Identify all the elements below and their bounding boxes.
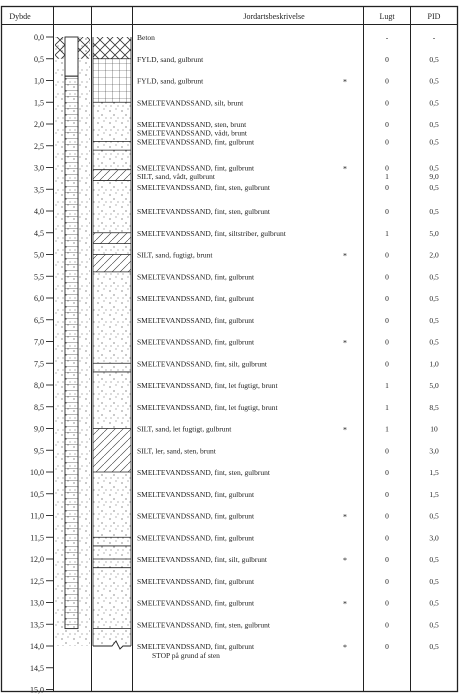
sample-marker: * xyxy=(343,338,347,348)
stratum-silt xyxy=(93,429,131,473)
smell-value: 0 xyxy=(385,576,389,586)
smell-value: 0 xyxy=(385,163,389,173)
smell-value: 0 xyxy=(385,315,389,325)
smell-value: 0 xyxy=(385,272,389,282)
smell-value: 0 xyxy=(385,359,389,369)
pid-value: 0,5 xyxy=(429,98,439,108)
description-text: SMELTEVANDSSAND, silt, brunt xyxy=(137,98,244,108)
pid-value: 0,5 xyxy=(429,294,439,303)
description-text: SILT, sand, fugtigt, brunt xyxy=(137,250,213,260)
smell-value: 0 xyxy=(385,446,389,456)
pid-value: 0,5 xyxy=(429,555,439,564)
stratum-fill-x xyxy=(93,37,131,59)
depth-tick-label: 8,0 xyxy=(34,381,44,390)
stratum-fill-grid xyxy=(93,59,131,103)
depth-tick-label: 4,0 xyxy=(34,207,44,216)
stratum-silt xyxy=(93,233,131,244)
depth-tick-label: 4,5 xyxy=(34,228,44,238)
smell-value: 1 xyxy=(385,228,389,238)
depth-tick-label: 13,0 xyxy=(30,598,44,608)
depth-tick-label: 1,0 xyxy=(34,76,44,86)
depth-tick-label: 1,5 xyxy=(34,98,44,108)
smell-value: 0 xyxy=(385,250,389,260)
depth-tick-label: 7,0 xyxy=(34,337,44,347)
pid-value: 0,5 xyxy=(429,120,439,129)
description-text: SMELTEVANDSSAND, fint, gulbrunt xyxy=(137,337,255,347)
description-text: SMELTEVANDSSAND, fint, gulbrunt xyxy=(137,598,255,608)
pid-value: 0,5 xyxy=(429,598,439,608)
depth-tick-label: 14,5 xyxy=(30,663,44,673)
pid-value: 0,5 xyxy=(429,315,439,325)
depth-tick-label: 6,0 xyxy=(34,294,44,303)
sample-marker: * xyxy=(343,425,347,435)
depth-tick-label: 6,5 xyxy=(34,315,44,325)
pid-value: 1,5 xyxy=(429,468,439,477)
pid-value: 5,0 xyxy=(429,381,439,390)
sample-marker: * xyxy=(343,77,347,87)
description-text: SMELTEVANDSSAND, fint, let fugtigt, brunt xyxy=(137,402,278,412)
smell-value: 0 xyxy=(385,120,389,129)
smell-value: 1 xyxy=(385,381,389,390)
depth-tick-label: 12,0 xyxy=(30,555,44,564)
depth-tick-label: 5,0 xyxy=(34,250,44,260)
depth-tick-label: 9,0 xyxy=(34,424,44,434)
depth-tick-label: 10,0 xyxy=(30,468,44,477)
depth-axis xyxy=(30,33,54,694)
smell-value: 1 xyxy=(385,402,389,412)
well-column xyxy=(55,37,90,646)
pid-value: 2,0 xyxy=(429,250,439,260)
sample-marker: * xyxy=(343,556,347,565)
description-text: SILT, sand, let fugtigt, gulbrunt xyxy=(137,424,232,434)
depth-tick-label: 10,5 xyxy=(30,489,44,499)
description-text: SMELTEVANDSSAND, sten, brunt xyxy=(137,120,247,129)
description-rows xyxy=(137,33,439,660)
stratum-sand xyxy=(93,272,131,429)
description-text: SMELTEVANDSSAND, fint, let fugtigt, brunt xyxy=(137,381,278,390)
smell-value: 0 xyxy=(385,137,389,147)
smell-value: 1 xyxy=(385,172,389,182)
smell-value: 0 xyxy=(385,76,389,86)
description-text: SILT, ler, sand, sten, brunt xyxy=(137,446,216,456)
pid-value: - xyxy=(432,33,436,42)
pid-value: 0,5 xyxy=(429,642,439,651)
description-text: SMELTEVANDSSAND, fint, gulbrunt xyxy=(137,294,255,303)
pid-value: 0,5 xyxy=(429,183,439,193)
header-depth: Dybde xyxy=(9,12,31,21)
stratum-silt xyxy=(93,255,131,272)
description-text: SMELTEVANDSSAND, fint, silt, gulbrunt xyxy=(137,359,268,369)
stratum-sand xyxy=(93,244,131,255)
description-text: SMELTEVANDSSAND, fint, gulbrunt xyxy=(137,489,255,499)
smell-value: 0 xyxy=(385,533,389,543)
description-text: SILT, sand, vådt, gulbrunt xyxy=(137,172,215,182)
pid-value: 3,0 xyxy=(429,446,439,456)
pid-value: 0,5 xyxy=(429,272,439,282)
depth-tick-label: 14,0 xyxy=(30,642,44,651)
description-text: FYLD, sand, gulbrunt xyxy=(137,54,204,64)
description-text: SMELTEVANDSSAND, fint, sten, gulbrunt xyxy=(137,183,270,193)
header-row xyxy=(2,12,458,25)
description-text: Beton xyxy=(137,33,155,42)
pid-value: 10 xyxy=(430,424,438,434)
smell-value: 0 xyxy=(385,620,389,630)
depth-tick-label: 3,0 xyxy=(34,163,44,173)
description-text: SMELTEVANDSSAND, fint, gulbrunt xyxy=(137,533,255,543)
pid-value: 0,5 xyxy=(429,620,439,630)
smell-value: 0 xyxy=(385,642,389,651)
description-text: SMELTEVANDSSAND, fint, gulbrunt xyxy=(137,576,255,586)
pid-value: 0,5 xyxy=(429,54,439,64)
depth-tick-label: 8,5 xyxy=(34,402,44,412)
description-text: FYLD, sand, gulbrunt xyxy=(137,76,204,86)
smell-value: 0 xyxy=(385,468,389,477)
stop-note: STOP på grund af sten xyxy=(152,651,220,660)
pid-value: 1,0 xyxy=(429,359,439,369)
depth-tick-label: 5,5 xyxy=(34,272,44,282)
description-text: SMELTEVANDSSAND, fint, gulbrunt xyxy=(137,642,255,651)
depth-tick-label: 0,5 xyxy=(34,54,44,64)
smell-value: - xyxy=(385,33,389,42)
description-text: SMELTEVANDSSAND, fint, gulbrunt xyxy=(137,511,255,521)
smell-value: 0 xyxy=(385,489,389,499)
smell-value: 0 xyxy=(385,555,389,564)
smell-value: 0 xyxy=(385,54,389,64)
sample-marker: * xyxy=(343,251,347,261)
smell-value: 1 xyxy=(385,424,389,434)
smell-value: 0 xyxy=(385,183,389,193)
pid-value: 0,5 xyxy=(429,576,439,586)
depth-tick-label: 2,0 xyxy=(34,120,44,129)
header-smell: Lugt xyxy=(379,12,395,21)
pid-value: 5,0 xyxy=(429,228,439,238)
description-text: SMELTEVANDSSAND, fint, gulbrunt xyxy=(137,272,255,282)
well-casing-screen xyxy=(65,76,78,628)
pid-value: 0,5 xyxy=(429,337,439,347)
sample-marker: * xyxy=(343,512,347,522)
pid-value: 0,5 xyxy=(429,511,439,521)
sample-marker: * xyxy=(343,599,347,609)
description-text: SMELTEVANDSSAND, fint, silt, gulbrunt xyxy=(137,555,268,564)
stratum-sand xyxy=(93,181,131,233)
depth-tick-label: 11,5 xyxy=(30,533,44,543)
description-text: SMELTEVANDSSAND, vådt, brunt xyxy=(137,128,248,138)
description-text: SMELTEVANDSSAND, fint, gulbrunt xyxy=(137,315,255,325)
depth-tick-label: 3,5 xyxy=(34,185,44,195)
sample-marker: * xyxy=(343,164,347,174)
smell-value: 0 xyxy=(385,598,389,608)
depth-tick-label: 9,5 xyxy=(34,446,44,456)
stratum-silt xyxy=(93,170,131,181)
smell-value: 0 xyxy=(385,207,389,216)
description-text: SMELTEVANDSSAND, fint, sten, gulbrunt xyxy=(137,468,270,477)
pid-value: 0,5 xyxy=(429,207,439,216)
pid-value: 3,0 xyxy=(429,533,439,543)
description-text: SMELTEVANDSSAND, fint, sten, gulbrunt xyxy=(137,620,270,630)
well-casing-blank xyxy=(65,37,78,76)
pid-value: 0,5 xyxy=(429,76,439,86)
depth-tick-label: 15,0 xyxy=(30,685,44,694)
depth-tick-label: 0,0 xyxy=(34,33,44,42)
pid-value: 8,5 xyxy=(429,402,439,412)
pid-value: 9,0 xyxy=(429,172,439,182)
depth-tick-label: 12,5 xyxy=(30,576,44,586)
smell-value: 0 xyxy=(385,294,389,303)
pid-value: 0,5 xyxy=(429,137,439,147)
depth-tick-label: 7,5 xyxy=(34,359,44,369)
description-text: SMELTEVANDSSAND, fint, gulbrunt xyxy=(137,137,255,147)
smell-value: 0 xyxy=(385,98,389,108)
description-text: SMELTEVANDSSAND, fint, siltstriber, gulbrunt xyxy=(137,228,286,238)
description-text: SMELTEVANDSSAND, fint, sten, gulbrunt xyxy=(137,207,270,216)
strata-column xyxy=(93,37,131,649)
depth-tick-label: 11,0 xyxy=(30,511,44,521)
header-pid: PID xyxy=(427,12,441,21)
pid-value: 1,5 xyxy=(429,489,439,499)
stratum-sand xyxy=(93,102,131,169)
depth-tick-label: 13,5 xyxy=(30,620,44,630)
depth-tick-label: 2,5 xyxy=(34,141,44,151)
header-description: Jordartsbeskrivelse xyxy=(243,12,305,21)
pid-value: 0,5 xyxy=(429,163,439,173)
sample-marker: * xyxy=(343,643,347,652)
smell-value: 0 xyxy=(385,511,389,521)
description-text: SMELTEVANDSSAND, fint, gulbrunt xyxy=(137,163,255,173)
smell-value: 0 xyxy=(385,337,389,347)
